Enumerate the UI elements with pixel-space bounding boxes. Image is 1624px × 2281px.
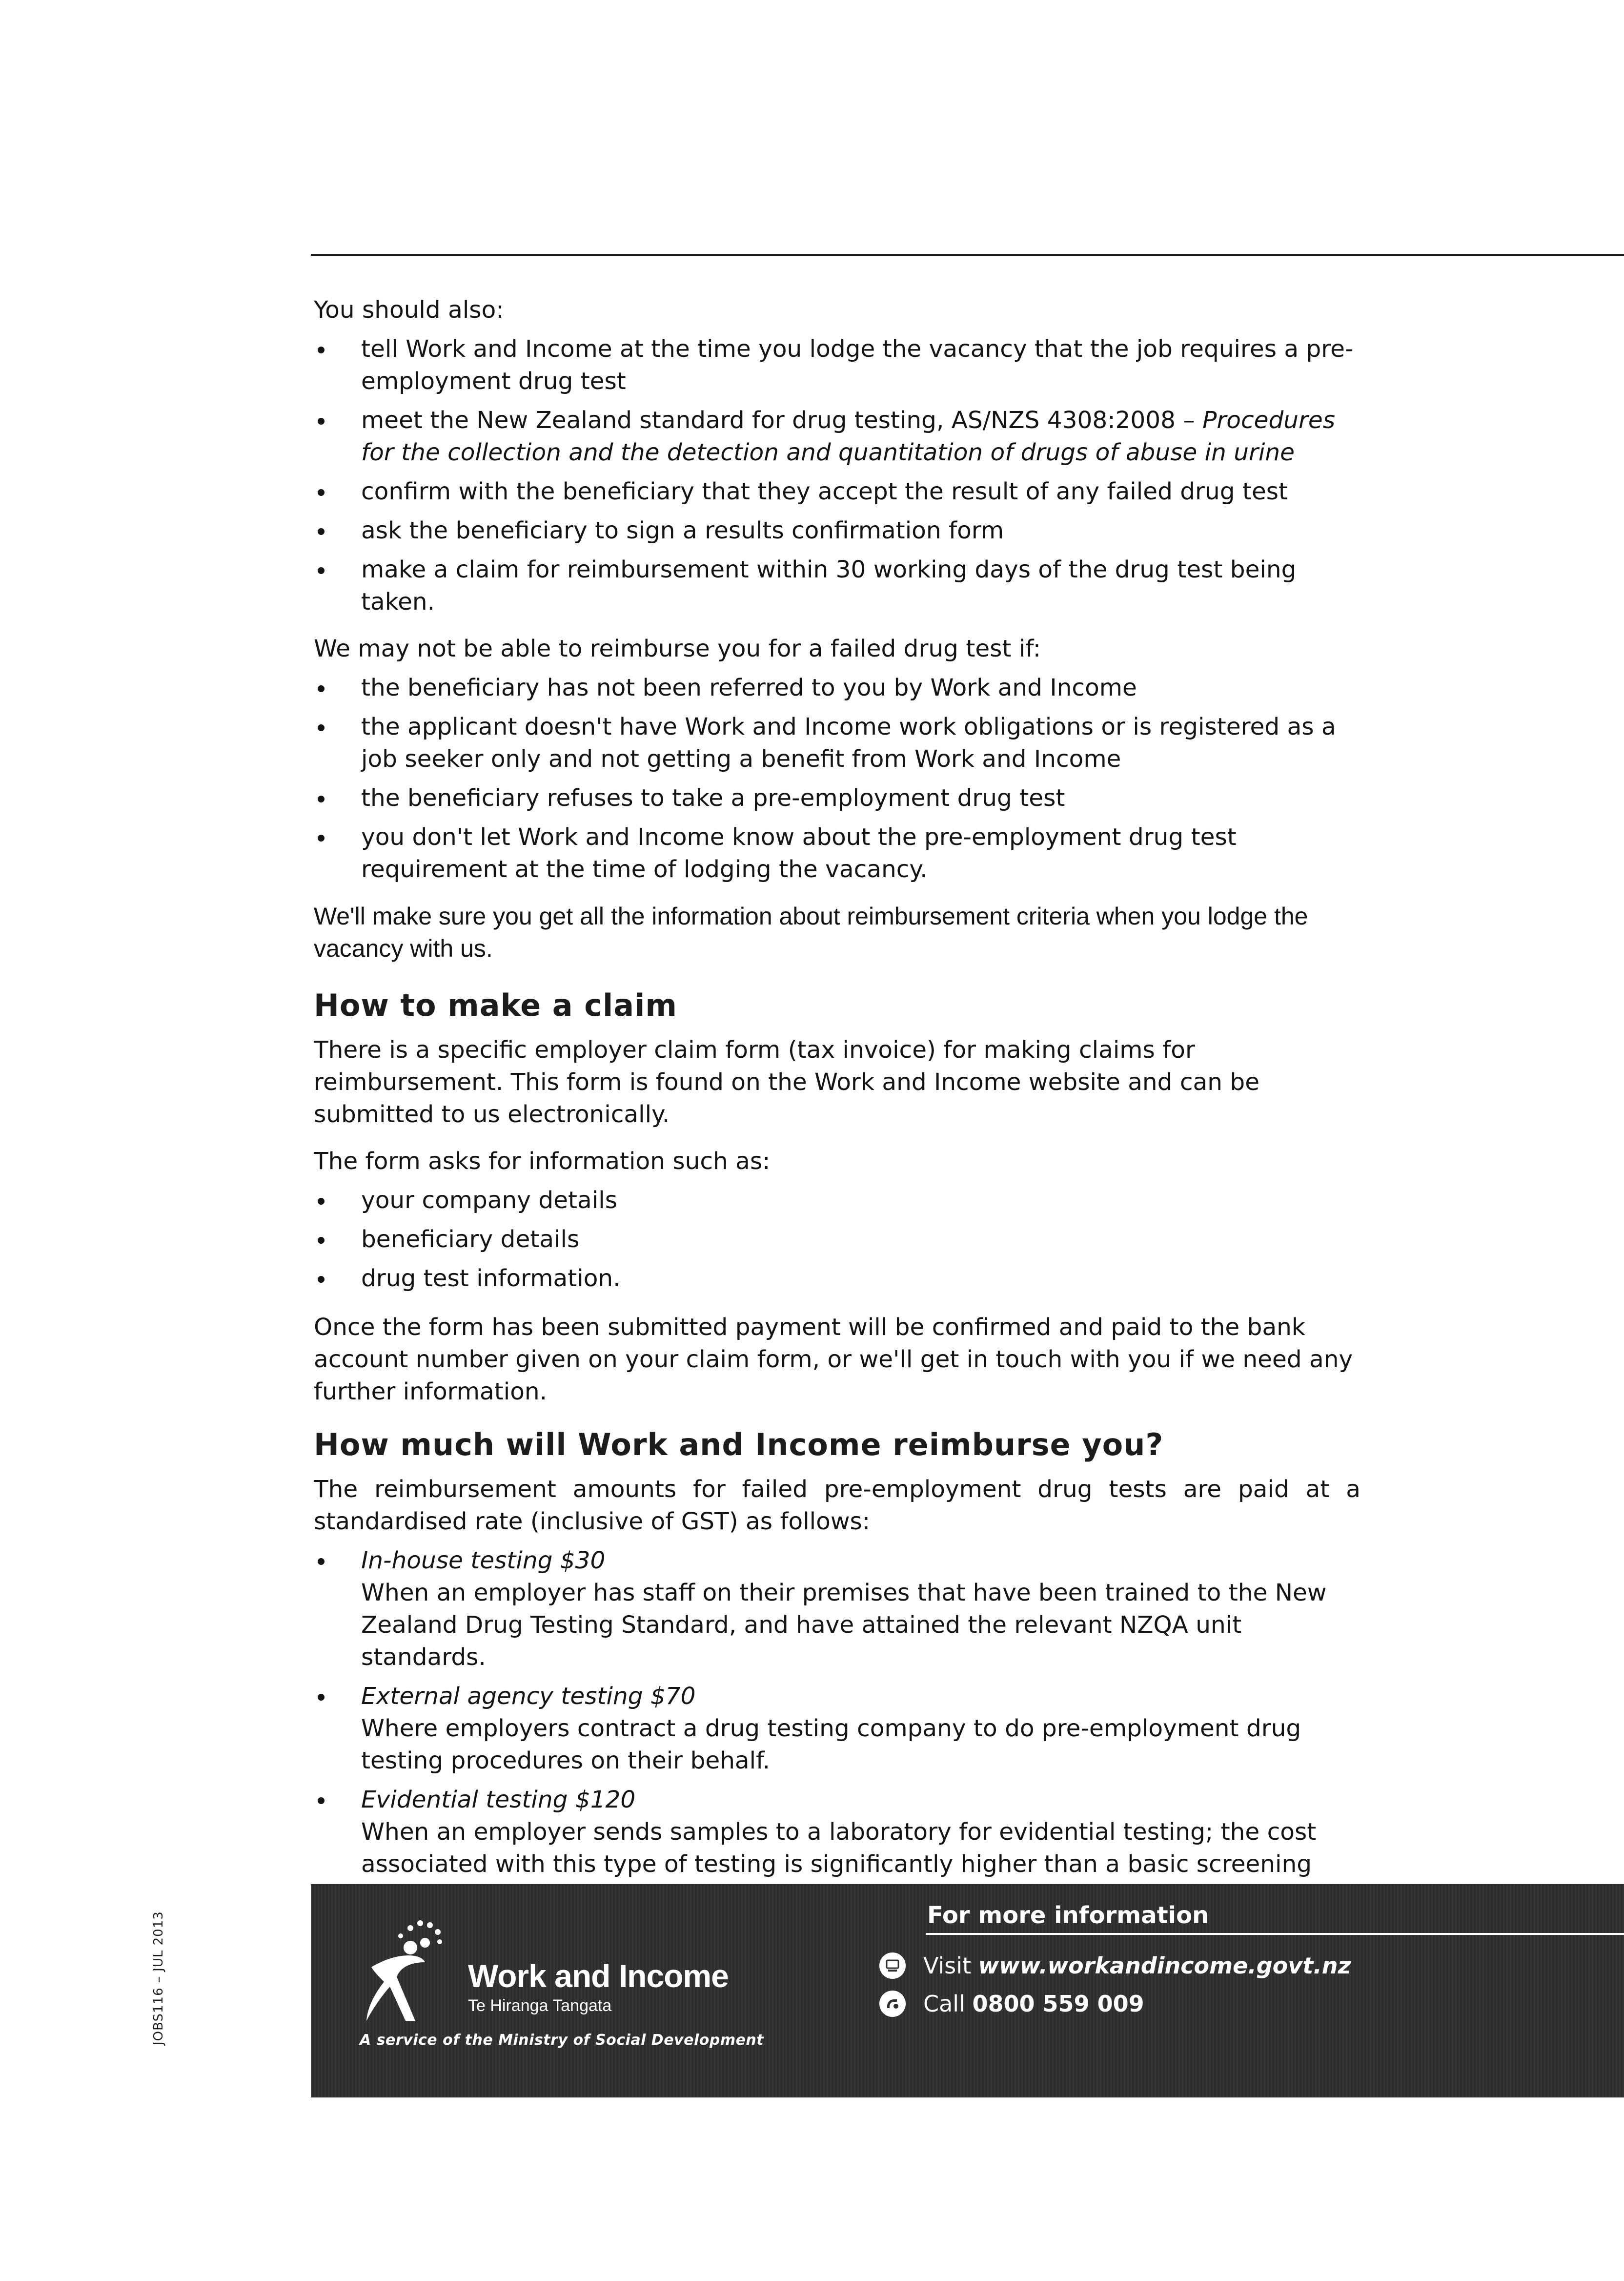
reimburse-intro: The reimbursement amounts for failed pre-employment drug tests are paid at a standardised rate (inclusive of GST) as follows: — [314, 1476, 1360, 1535]
footer-banner — [311, 1884, 1624, 2097]
document-body — [314, 294, 1360, 1912]
may-not-intro: We may not be able to reimburse you for a failed drug test if: — [314, 635, 1041, 662]
phone-number[interactable]: 0800 559 009 — [972, 1991, 1144, 2017]
form-intro: The form asks for information such as: — [314, 1148, 771, 1175]
criteria-note: We'll make sure you get all the information about reimbursement criteria when you lodge the vacancy with us. — [314, 903, 1308, 962]
list-item: meet the New Zealand standard for drug testing, AS/NZS 4308:2008 – Procedures for the collection and the detection and quantitation of drugs of abuse in urine — [314, 404, 1360, 469]
info-title: For more information — [927, 1902, 1209, 1929]
top-rule — [311, 254, 1624, 256]
document-code: JOBS116 – JUL 2013 — [151, 1911, 166, 2045]
brand-block — [468, 1957, 729, 2016]
list-item: the beneficiary refuses to take a pre-employment drug test — [314, 782, 1360, 814]
visit-label: Visit — [923, 1952, 972, 1979]
claim-paragraph: There is a specific employer claim form (tax invoice) for making claims for reimbursement. This form is found on the Work and Income website and can be submitted to us electronically. — [314, 1036, 1260, 1128]
website-row — [879, 1952, 1351, 1979]
rate-label: External agency testing $70 — [361, 1683, 696, 1710]
phone-icon — [879, 1991, 906, 2017]
form-items-list — [314, 1184, 1360, 1295]
rate-item — [314, 1544, 1360, 1673]
info-divider — [926, 1933, 1624, 1935]
should-also-list — [314, 333, 1360, 618]
list-item: tell Work and Income at the time you lodge the vacancy that the job requires a pre-employment drug test — [314, 333, 1360, 397]
website-link[interactable]: www.workandincome.govt.nz — [978, 1952, 1351, 1979]
rates-list — [314, 1544, 1360, 1912]
rate-description: When an employer sends samples to a laboratory for evidential testing; the cost associated with this type of testing is significantly higher than a basic screening — [361, 1818, 1317, 1878]
brand-name: Work and Income — [468, 1958, 729, 1994]
computer-icon — [879, 1952, 906, 1979]
list-item: the applicant doesn't have Work and Income work obligations or is registered as a job seeker only and not getting a benefit from Work and Income — [314, 711, 1360, 775]
list-item: your company details — [314, 1184, 1360, 1216]
list-item: the beneficiary has not been referred to you by Work and Income — [314, 672, 1360, 704]
rate-label: Evidential testing $120 — [361, 1786, 636, 1813]
list-item: make a claim for reimbursement within 30 working days of the drug test being taken. — [314, 554, 1360, 618]
intro-text: You should also: — [314, 296, 504, 324]
work-and-income-logo-icon — [352, 1913, 464, 2031]
rate-label: In-house testing $30 — [361, 1547, 606, 1574]
reimburse-heading: How much will Work and Income reimburse you? — [314, 1427, 1164, 1462]
phone-row — [879, 1991, 1144, 2017]
may-not-list — [314, 672, 1360, 885]
list-item: beneficiary details — [314, 1223, 1360, 1255]
tagline: A service of the Ministry of Social Development — [360, 2032, 764, 2049]
list-item: drug test information. — [314, 1262, 1360, 1295]
list-item: confirm with the beneficiary that they accept the result of any failed drug test — [314, 475, 1360, 508]
rate-description: When an employer has staff on their premises that have been trained to the New Zealand Drug Testing Standard, and have attained the relevant NZQA unit standards. — [361, 1579, 1327, 1671]
payment-paragraph: Once the form has been submitted payment will be confirmed and paid to the bank account number given on your claim form, or we'll get in touch with you if we need any further information. — [314, 1314, 1353, 1405]
call-label: Call — [923, 1991, 965, 2017]
list-item: you don't let Work and Income know about the pre-employment drug test requirement at the time of lodging the vacancy. — [314, 821, 1360, 885]
rate-item — [314, 1680, 1360, 1777]
standard-title: Procedures for the collection and the detection and quantitation of drugs of abuse in urine — [361, 407, 1336, 466]
list-item: ask the beneficiary to sign a results confirmation form — [314, 514, 1360, 547]
claim-heading: How to make a claim — [314, 987, 677, 1023]
brand-subtitle: Te Hiranga Tangata — [468, 1996, 612, 2015]
rate-description: Where employers contract a drug testing company to do pre-employment drug testing procedures on their behalf. — [361, 1715, 1301, 1774]
